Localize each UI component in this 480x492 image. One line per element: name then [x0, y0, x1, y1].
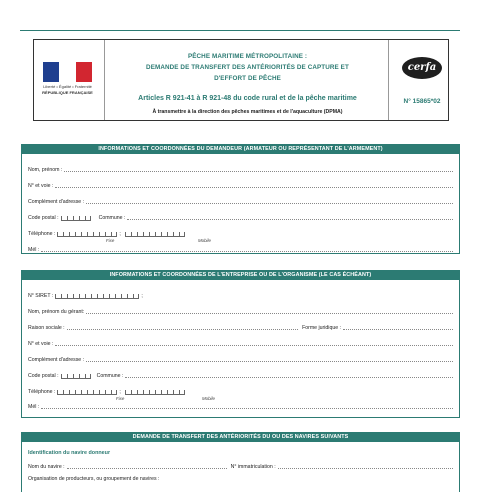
section-title: INFORMATIONS ET COORDONNÉES DU DEMANDEUR (ARMATEUR OU REPRÉSENTANT DE L'ARMEMENT) — [22, 145, 459, 154]
applicant-section — [21, 144, 460, 254]
republique-francaise-logo — [39, 60, 96, 102]
field-label: Téléphone : — [28, 231, 56, 237]
ship-row — [28, 462, 453, 470]
siret-row: N° SIRET : ; — [28, 293, 143, 299]
company-mail-field[interactable] — [28, 402, 453, 410]
fixe-caption: Fixe — [116, 396, 125, 401]
fixe-caption: Fixe — [106, 238, 115, 243]
field-label: Forme juridique : — [302, 325, 341, 331]
company-row — [28, 323, 453, 331]
top-divider — [20, 30, 460, 31]
company-section — [21, 270, 460, 418]
company-phone-row: Téléphone : ; — [28, 387, 453, 395]
field-label: Téléphone : — [28, 389, 56, 395]
cerfa-logo: cerfa — [402, 57, 442, 79]
siret-boxes[interactable] — [55, 293, 139, 299]
applicant-postcode-row — [28, 213, 453, 221]
transfer-section — [21, 432, 460, 492]
legal-form-field[interactable] — [343, 324, 453, 330]
field-label: Commune : — [96, 373, 124, 379]
logo-name: RÉPUBLIQUE FRANÇAISE — [42, 90, 93, 95]
commune-field[interactable] — [127, 214, 453, 220]
field-label: Mél : — [28, 247, 40, 253]
field-label: Code postal : — [28, 215, 59, 221]
cerfa-number: N° 15865*02 — [403, 98, 441, 105]
mobile-caption: Mobile — [202, 396, 215, 401]
commune-field[interactable] — [125, 372, 453, 378]
phone-mobile-boxes[interactable] — [125, 389, 185, 395]
phone-mobile-boxes[interactable] — [125, 231, 185, 237]
field-label: Raison sociale : — [28, 325, 65, 331]
phone-fixe-boxes[interactable] — [57, 231, 117, 237]
field-label: Nom, prénom du gérant: — [28, 309, 85, 315]
company-address-field[interactable] — [28, 339, 453, 347]
field-label: Code postal : — [28, 373, 59, 379]
title-line-2: DEMANDE DE TRANSFERT DES ANTÉRIORITÉS DE CAPTURE ET — [146, 64, 349, 71]
section-title: INFORMATIONS ET COORDONNÉES DE L'ENTREPRISE OU DE L'ORGANISME (LE CAS ÉCHÉANT) — [22, 271, 459, 280]
field-label: Commune : — [98, 215, 126, 221]
title-line-3: D'EFFORT DE PÊCHE — [214, 75, 281, 82]
field-label: Nom du navire : — [28, 464, 65, 470]
postcode-boxes[interactable] — [61, 373, 91, 379]
applicant-mail-field[interactable] — [28, 245, 453, 253]
field-label: Complément d'adresse : — [28, 357, 85, 363]
field-label: N° et voie : — [28, 183, 54, 189]
marianne-flag-icon — [43, 62, 92, 82]
mobile-caption: Mobile — [198, 238, 211, 243]
articles-reference: Articles R 921-41 à R 921-48 du code rural et de la pêche maritime — [138, 95, 357, 102]
section-title: DEMANDE DE TRANSFERT DES ANTÉRIORITÉS DU OU DES NAVIRES SUIVANTS — [22, 433, 459, 442]
postcode-boxes[interactable] — [61, 215, 91, 221]
form-header — [33, 39, 449, 121]
transmit-instruction: À transmettre à la direction des pêches maritimes et de l'aquaculture (DPMA) — [152, 109, 343, 115]
title-line-1: PÊCHE MARITIME MÉTROPOLITAINE : — [187, 53, 308, 60]
company-complement-field[interactable] — [28, 355, 453, 363]
ship-name-field[interactable] — [67, 463, 227, 469]
applicant-complement-field[interactable] — [28, 197, 453, 205]
field-label: N° immatriculation : — [230, 464, 276, 470]
field-label: N° et voie : — [28, 341, 54, 347]
manager-name-field[interactable] — [28, 307, 453, 315]
registration-field[interactable] — [278, 463, 453, 469]
field-label: N° SIRET : — [28, 293, 54, 299]
applicant-name-field[interactable] — [28, 165, 453, 173]
logo-motto: Liberté • Égalité • Fraternité — [43, 84, 92, 89]
field-label: Organisation de producteurs, ou groupement de navires : — [28, 476, 160, 482]
field-label: Complément d'adresse : — [28, 199, 85, 205]
applicant-address-field[interactable] — [28, 181, 453, 189]
donor-ship-heading: Identification du navire donneur — [28, 450, 111, 456]
producers-field[interactable] — [28, 474, 453, 482]
company-name-field[interactable] — [67, 324, 298, 330]
header-title-block — [104, 40, 389, 120]
company-postcode-row — [28, 371, 453, 379]
applicant-phone-row: Téléphone : ; — [28, 229, 453, 237]
field-label: Nom, prénom : — [28, 167, 63, 173]
field-label: Mél : — [28, 404, 40, 410]
phone-fixe-boxes[interactable] — [57, 389, 117, 395]
